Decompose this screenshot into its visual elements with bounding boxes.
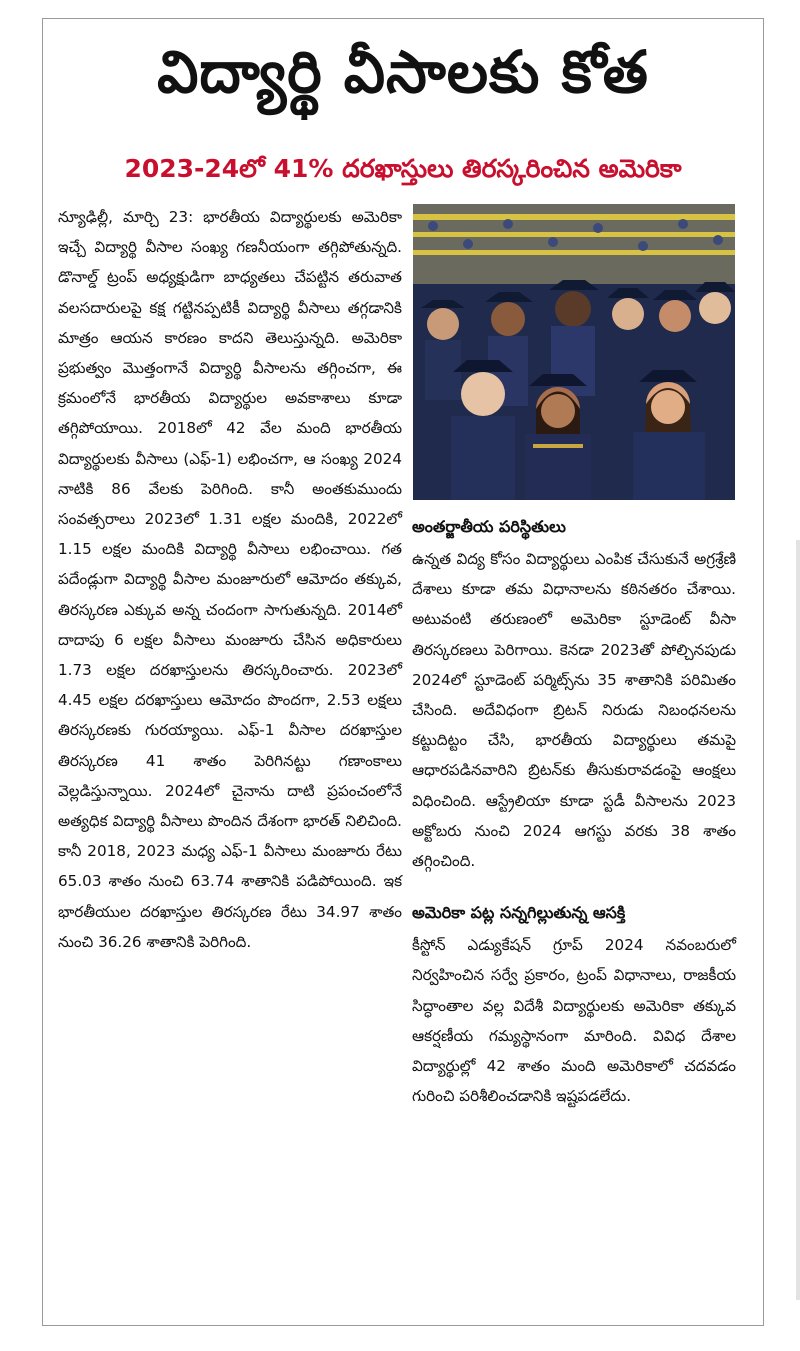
section-heading-interest: అమెరికా పట్ల సన్నగిల్లుతున్న ఆసక్తి <box>412 903 626 923</box>
right-column <box>412 510 736 1111</box>
graduates-photo <box>413 204 735 500</box>
section-heading-international: అంతర్జాతీయ పరిస్థితులు <box>412 517 566 536</box>
body-text-left: న్యూఢిల్లీ, మార్చి 23: భారతీయ విద్యార్థులకు అమెరికా ఇచ్చే విద్యార్థి వీసాల సంఖ్య గణనీయంగా తగ్గిపోతున్నది. డొనాల్డ్ ట్రంప్ అధ్యక్షుడిగా బాధ్యతలు చేపట్టిన తరువాత వలసదారులపై కక్ష గట్టినప్పటికీ విద్యార్థి వీసాలు తగ్గడానికి మాత్రం ఆయన కారణం కాదని తెలుస్తున్నది. అమెరికా ప్రభుత్వం మొత్తంగానే విద్యార్థి వీసాలను తగ్గించగా, ఈ క్రమంలోనే భారతీయ విద్యార్థుల అవకాశాలు కూడా తగ్గిపోయాయి. 2018లో 42 వేల మంది భారతీయ విద్యార్థులకు వీసాలు (ఎఫ్-1) లభించగా, ఆ సంఖ్య 2024 నాటికి 86 వేలకు పెరిగింది. కానీ అంతకుముందు సంవత్సరాలు 2023లో 1.31 లక్షల మందికి, 2022లో 1.15 లక్షల మందికి విద్యార్థి వీసాలు లభించాయి. గత పదేండ్లుగా విద్యార్థి వీసాల మంజూరులో ఆమోదం తక్కువ, తిరస్కరణ ఎక్కువ అన్న చందంగా సాగుతున్నది. 2014లో దాదాపు 6 లక్షల వీసాలు మంజూరు చేసిన అధికారులు 1.73 లక్షల దరఖాస్తులను తిరస్కరించారు. 2023లో 4.45 లక్షల దరఖాస్తులు ఆమోదం పొందగా, 2.53 లక్షలు తిరస్కరణకు గురయ్యాయి. ఎఫ్-1 వీసాల దరఖాస్తుల తిరస్కరణ 41 శాతం పెరిగినట్టు గణాంకాలు వెల్లడిస్తున్నాయి. 2024లో చైనాను దాటి ప్రపంచంలోనే అత్యధిక విద్యార్థి వీసాలు పొందిన దేశంగా భారత్ నిలిచింది. కానీ 2018, 2023 మధ్య ఎఫ్-1 వీసాలు మంజూరు రేటు 65.03 శాతం నుంచి 63.74 శాతానికి పడిపోయింది. ఇక భారతీయుల దరఖాస్తుల తిరస్కరణ రేటు 34.97 శాతం నుంచి 36.26 శాతానికి పెరిగింది. <box>58 208 402 951</box>
left-column <box>58 202 402 957</box>
section-body-international: ఉన్నత విద్య కోసం విద్యార్థులు ఎంపిక చేసుకునే అగ్రశ్రేణి దేశాలు కూడా తమ విధానాలను కఠినతరం చేశాయి. అటువంటి తరుణంలో అమెరికా స్టూడెంట్ వీసా తిరస్కరణలు పెరిగాయి. కెనడా 2023తో పోల్చినపుడు 2024లో స్టూడెంట్ పర్మిట్స్‌ను 35 శాతానికి పరిమితం చేసింది. అదేవిధంగా బ్రిటన్ నిరుడు నిబంధనలను కట్టుదిట్టం చేసి, భారతీయ విద్యార్థులు తమపై ఆధారపడినవారిని బ్రిటన్‌కు తీసుకురావడంపై ఆంక్షలు విధించింది. ఆస్ట్రేలియా కూడా స్టడీ వీసాలను 2023 అక్టోబరు నుంచి 2024 ఆగస్టు వరకు 38 శాతం తగ్గించింది. <box>412 550 736 871</box>
page-edge-shadow <box>796 540 800 1300</box>
headline: విద్యార్థి వీసాలకు కోత <box>157 38 649 106</box>
section-body-interest: కీస్టోన్ ఎడ్యుకేషన్ గ్రూప్ 2024 నవంబరులో నిర్వహించిన సర్వే ప్రకారం, ట్రంప్ విధానాలు, రాజకీయ సిద్ధాంతాల వల్ల విదేశీ విద్యార్థులకు అమెరికా తక్కువ ఆకర్షణీయ గమ్యస్థానంగా మారింది. వివిధ దేశాల విద్యార్థుల్లో 42 శాతం మంది అమెరికాలో చదవడం గురించి పరిశీలించడానికి ఇష్టపడలేదు. <box>412 936 736 1106</box>
newspaper-clipping <box>42 18 764 1326</box>
subheadline: 2023-24లో 41% దరఖాస్తులు తిరస్కరించిన అమెరికా <box>124 154 682 183</box>
graduates-photo-illustration <box>413 204 735 500</box>
